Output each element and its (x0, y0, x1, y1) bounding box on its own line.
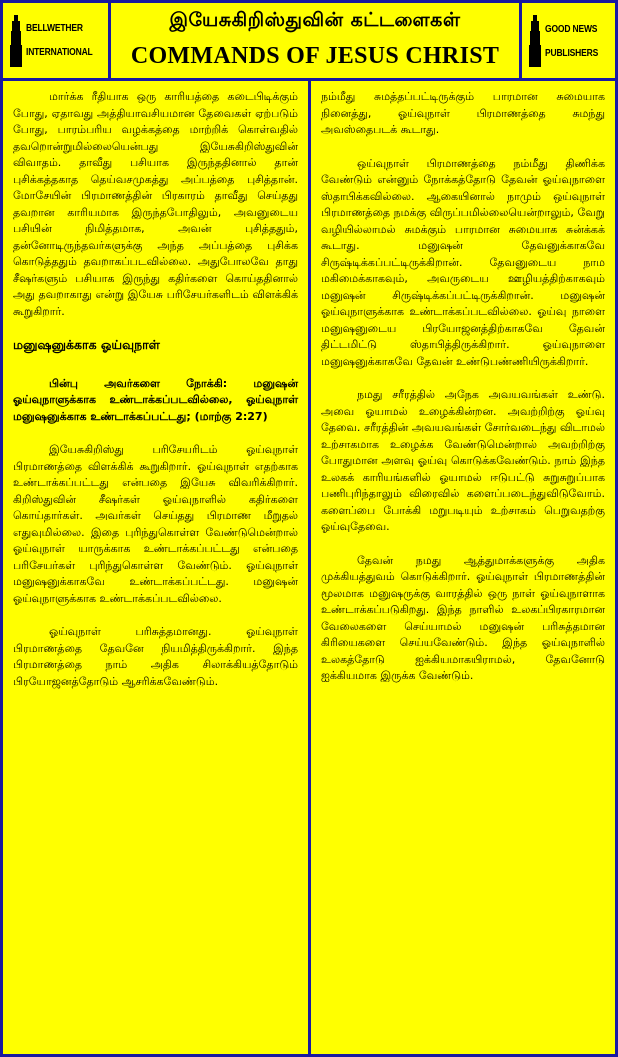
tower-icon (528, 15, 542, 69)
logo-left-line1: BELLWETHER (26, 23, 83, 34)
tower-icon (9, 13, 23, 69)
left-paragraph-3: ஓய்வுநாள் பரிசுத்தமானது. ஓய்வுநாள் பிரமாணத்தை தேவனே நியமித்திருக்கிறார். இந்த பிரமாணத்தை நாம் அதிக சிலாக்கியத்தோடும் பிரயோஜனத்தோடும் ஆசரிக்கவேண்டும். (13, 625, 298, 688)
section-heading: மனுஷனுக்காக ஓய்வுநாள் (13, 337, 160, 352)
left-paragraph-1: மார்க்க ரீதியாக ஒரு காரியத்தை கடைபிடிக்கும் போது, ஏதாவது அத்தியாவசியமான தேவைகள் ஏற்படும் போது, பாரம்பரிய வழக்கத்தை மாற்றிக் கொள்வதில் தவறொன்றுமில்லையென்பது இயேசுகிறிஸ்துவின் விவாதம். தாவீது பசியாக இருந்ததினால் தான் புசிக்கத்தகாத தெய்வசமுகத்து அப்பத்தை புசித்தான். மோசேயின் பிரமாணத்தின் பிரகாரம் தாவீது செய்தது தவறான காரியமாக இருந்தபோதிலும், அவனுடைய பசியின் நிமித்தமாக, அவன் புசித்ததும், தன்னோடிருந்தவர்களுக்கு அந்த அப்பத்தை புசிக்க கொடுத்ததும் தவறாகப்படவில்லை. அதுபோலவே தாது சீஷர்களும் பசியாக இருந்து கதிர்களை கொய்ததினால் அது தவறாகாது என்று இயேசு பரிசேயர்களிடம் விளக்கிக் கூறுகிறார். (13, 90, 298, 318)
right-paragraph-4: தேவன் நமது ஆத்துமாக்களுக்கு அதிக முக்கியத்துவம் கொடுக்கிறார். ஓய்வுநாள் பிரமாணத்தின் மூலமாக மனுஷருக்கு வாரத்தில் ஒரு நாள் ஓய்வுநாளாக உண்டாக்கப்படுகிறது. இந்த நாளில் உலகப்பிரகாரமான வேலைகளை செய்யாமல் மனுஷன் பரிசுத்தமான கிரியைகளை செய்யவேண்டும். இந்த ஓய்வுநாளில் உலகத்தோடு ஐக்கியமாகயிராமல், தேவனோடு ஐக்கியமாக இருக்க வேண்டும். (321, 553, 605, 682)
good-news-logo-box (522, 3, 615, 78)
logo-left-line2: INTERNATIONAL (26, 47, 93, 58)
scripture-quote: பின்பு அவர்களை நோக்கி: மனுஷன் ஓய்வுநாளுக்காக உண்டாக்கப்படவில்லை, ஓய்வுநாள் மனுஷனுக்காக உண்டாக்கப்பட்டது; (மாற்கு 2:27) (13, 376, 298, 423)
title-box (111, 3, 519, 78)
bellwether-logo-box (3, 3, 108, 78)
left-column (3, 81, 308, 1054)
right-paragraph-1: நம்மீது சுமத்தப்பட்டிருக்கும் பாரமான சுமையாக நினைத்து, ஓய்வுநாள் பிரமாணத்தை சுமந்து அவஸ்தைபடக் கூடாது. (321, 90, 605, 136)
right-paragraph-3: நமது சரீரத்தில் அநேக அவயவங்கள் உண்டு. அவை ஓயாமல் உழைக்கின்றன. அவற்றிற்கு ஓய்வு தேவை. சரீரத்தின் அவயவங்கள் சோர்வடைந்து விடாமல் உற்சாகமாக உழைக்க வேண்டுமென்றால் அவற்றிற்கு போதுமான அளவு ஓய்வு கொடுக்கவேண்டும். நாம் இந்த உலகக் காரியங்களில் ஓயாமல் ஈடுபட்டு சுறுசுறுப்பாக பணிபுரிந்தாலும் விரைவில் களைப்படைந்துவிடுவோம். களைப்பை போக்கி மறுபடியும் உற்சாகம் பெறுவதற்கு ஓய்வுதேவை. (321, 388, 605, 533)
right-column (311, 81, 615, 1054)
right-paragraph-2: ஒய்வுநாள் பிரமாணத்தை நம்மீது திணிக்க வேண்டும் என்னும் நோக்கத்தோடு தேவன் ஓய்வுநாளை ஸ்தாபிக்கவில்லை. ஆகையினால் நாமும் ஒய்வுநாள் பிரமாணத்தை நமக்கு விருப்பமில்லையென்றாலும், வேறு வழியில்லாமல் சுமக்கும் பாரமான சுமையாக சுன்க்கக் கூடாது. மனுஷன் தேவனுக்காகவே சிருஷ்டிக்கப்பட்டிருக்கிறான். தேவனுடைய நாம மகிமைக்காகவும், அவருடைய ஊழியத்திற்காகவும் மனுஷன் சிருஷ்டிக்கப்பட்டிருக்கிறான். மனுஷன் ஓய்வுநாளுக்காக உண்டாக்கப்படவில்லை. ஓய்வு நாளை மனுஷனுடைய பிரயோஜனத்திற்காகவே தேவன் திட்டமிட்டு ஸ்தாபித்திருக்கிறார். ஓய்வுநாளை மனுஷனுக்காகவே தேவன் உண்டுபண்ணியிருக்கிறார். (321, 156, 605, 368)
title-english: COMMANDS OF JESUS CHRIST (130, 43, 500, 69)
left-paragraph-2: இயேசுகிறிஸ்து பரிசேயரிடம் ஓய்வுநாள் பிரமாணத்தை விளக்கிக் கூறுகிறார். ஓய்வுநாள் எதற்காக உண்டாக்கப்பட்டது என்பதை இயேசு விவரிக்கிறார். கிறிஸ்துவின் சீஷர்கள் ஓய்வுநாளில் கதிர்களை கொய்தார்கள். அவர்கள் செய்தது பிரமாண மீறுதல் எதுவுமில்லை. இதை புரிந்துகொள்ள வேண்டுமென்றால் ஓய்வுநாள் யாருக்காக உண்டாக்கப்பட்டது என்பதை பரிசேயர்கள் புரிந்துகொள்ள வேண்டும். ஓய்வுநாள் மனுஷனுக்காகவே உண்டாக்கப்பட்டது. மனுஷன் ஓய்வுநாளுக்காக உண்டாக்கப்படவில்லை. (13, 443, 298, 605)
logo-right-line2: PUBLISHERS (545, 48, 599, 59)
good-news-logo (528, 15, 607, 69)
bellwether-logo (9, 13, 104, 69)
title-tamil: இயேசுகிறிஸ்துவின் கட்டளைகள் (169, 9, 461, 31)
logo-right-line1: GOOD NEWS (545, 24, 598, 35)
